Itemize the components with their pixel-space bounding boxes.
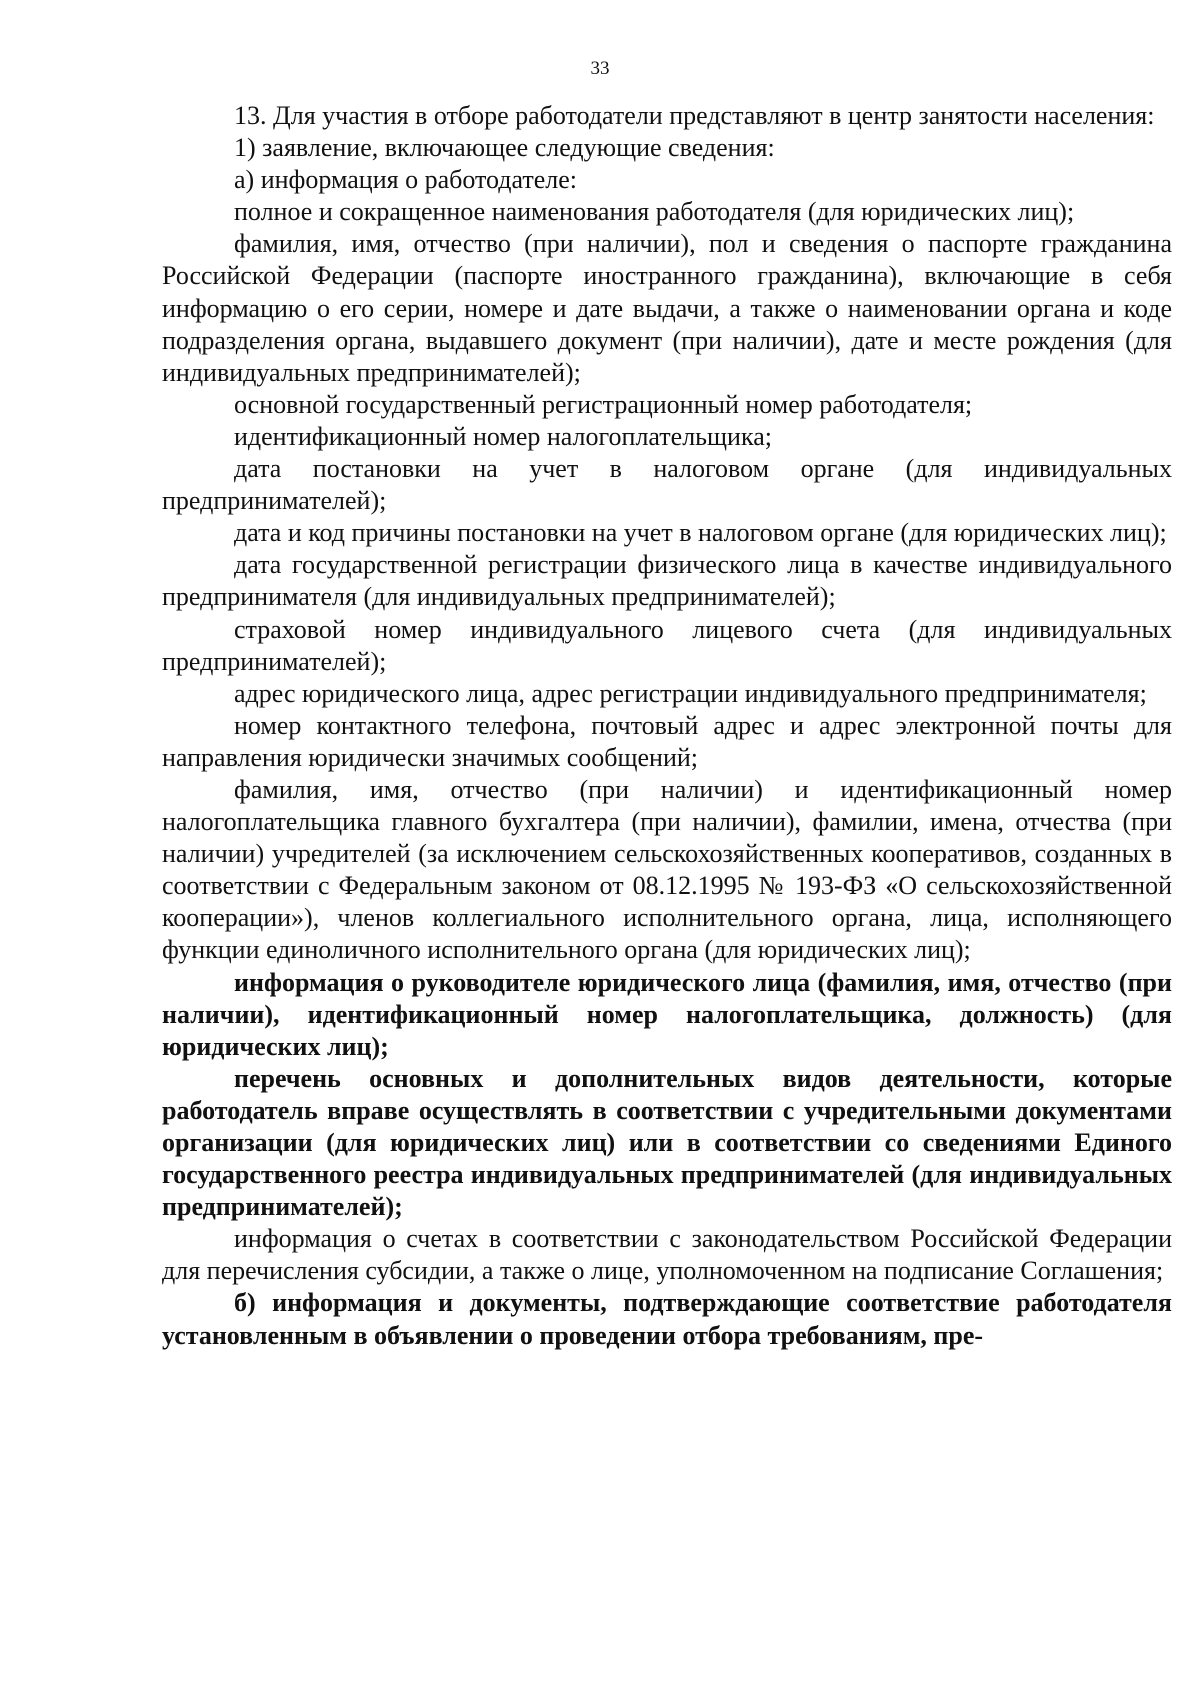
paragraph-accountant-founders: фамилия, имя, отчество (при наличии) и идентификационный номер налогоплательщика главного бухгалтера (при наличии), фамилии, имена, отчества (при наличии) учредителей (за исключением сельскохозяйственных кооперативов, созданных в соответствии с Федеральным законом от 08.12.1995 № 193-ФЗ «О сельскохозяйственной кооперации»), членов коллегиального исполнительного органа, лица, исполняющего функции единоличного исполнительного органа (для юридических лиц); <box>162 774 1172 965</box>
document-body <box>162 100 1172 1352</box>
paragraph-full-name: полное и сокращенное наименования работодателя (для юридических лиц); <box>234 197 1075 227</box>
paragraph-director: информация о руководителе юридического лица (фамилия, имя, отчество (при наличии), идентификационный номер налогоплательщика, должность) (для юридических лиц); <box>162 967 1172 1061</box>
paragraph-contacts: номер контактного телефона, почтовый адрес и адрес электронной почты для направления юридически значимых сообщений; <box>162 710 1172 772</box>
paragraph-state-registration: дата государственной регистрации физического лица в качестве индивидуального предпринимателя (для индивидуальных предпринимателей); <box>162 550 1172 612</box>
paragraph-inn: идентификационный номер налогоплательщика; <box>234 421 772 451</box>
paragraph-tax-registration-date: дата постановки на учет в налоговом органе (для индивидуальных предпринимателей); <box>162 454 1172 516</box>
page-number: 33 <box>590 58 610 79</box>
paragraph-employer-info: а) информация о работодателе: <box>234 165 578 195</box>
paragraph-accounts: информация о счетах в соответствии с законодательством Российской Федерации для перечисления субсидии, а также о лице, уполномоченном на подписание Соглашения; <box>162 1224 1172 1286</box>
paragraph-application: 1) заявление, включающее следующие сведения: <box>234 133 775 163</box>
paragraph-address: адрес юридического лица, адрес регистрации индивидуального предпринимателя; <box>234 678 1147 708</box>
paragraph-activities: перечень основных и дополнительных видов деятельности, которые работодатель вправе осуществлять в соответствии с учредительными документами организации (для юридических лиц) или в соответствии со сведениями Единого государственного реестра индивидуальных предпринимателей (для индивидуальных предпринимателей); <box>162 1063 1172 1222</box>
paragraph-snils: страховой номер индивидуального лицевого счета (для индивидуальных предпринимателей); <box>162 614 1172 676</box>
paragraph-requirements: б) информация и документы, подтверждающие соответствие работодателя установленным в объявлении о проведении отбора требованиям, пре- <box>162 1288 1172 1350</box>
paragraph-kpp: дата и код причины постановки на учет в налоговом органе (для юридических лиц); <box>234 518 1167 548</box>
paragraph-ogrn: основной государственный регистрационный номер работодателя; <box>234 389 973 419</box>
paragraph-item-13: 13. Для участия в отборе работодатели представляют в центр занятости населения: <box>234 101 1155 130</box>
paragraph-passport: фамилия, имя, отчество (при наличии), пол и сведения о паспорте гражданина Российской Федерации (паспорте иностранного гражданина), включающие в себя информацию о его серии, номере и дате выдачи, а также о наименовании органа и коде подразделения органа, выдавшего документ (при наличии), дате и месте рождения (для индивидуальных предпринимателей); <box>162 229 1172 387</box>
